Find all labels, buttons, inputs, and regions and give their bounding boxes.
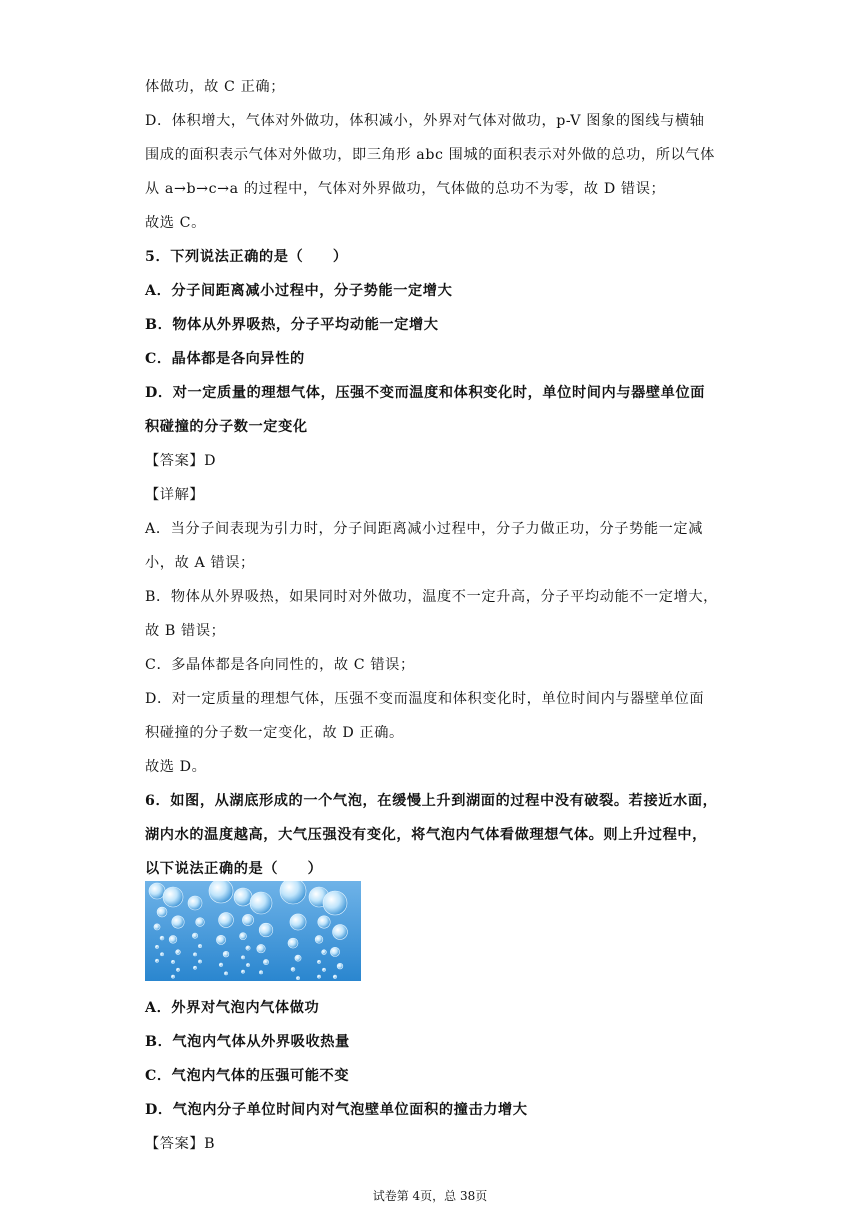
bubble xyxy=(219,963,223,967)
bubble xyxy=(198,944,201,947)
bubble xyxy=(330,947,339,956)
question-6-stem: 湖内水的温度越高，大气压强没有变化，将气泡内气体看做理想气体。则上升过程中， xyxy=(145,827,707,843)
bubble xyxy=(337,963,343,969)
bubble xyxy=(176,968,179,971)
bubble xyxy=(160,953,163,956)
option-a: A．分子间距离减小过程中，分子势能一定增大 xyxy=(145,283,453,299)
text-line: 积碰撞的分子数一定变化，故 D 正确。 xyxy=(145,725,404,741)
bubble xyxy=(193,953,196,956)
bubble xyxy=(323,891,347,915)
bubble xyxy=(149,883,165,899)
bubble xyxy=(171,975,174,978)
bubble xyxy=(160,936,164,940)
bubble xyxy=(196,918,205,927)
question-5-stem: 5．下列说法正确的是（ ） xyxy=(145,249,348,265)
option-d: D．对一定质量的理想气体，压强不变而温度和体积变化时，单位时间内与器壁单位面 xyxy=(145,385,706,401)
bubble xyxy=(155,959,158,962)
bubble xyxy=(259,971,262,974)
bubbles-illustration xyxy=(145,881,361,981)
option-b: B．物体从外界吸热，分子平均动能一定增大 xyxy=(145,317,439,333)
bubble xyxy=(246,963,249,966)
option-d: D．气泡内分子单位时间内对气泡壁单位面积的撞击力增大 xyxy=(145,1102,528,1118)
bubble xyxy=(171,960,174,963)
question-6-stem: 以下说法正确的是（ ） xyxy=(145,861,323,877)
bubble xyxy=(317,960,320,963)
page-footer: 试卷第 4页，总 38页 xyxy=(372,1189,488,1203)
bubble xyxy=(223,951,229,957)
option-b: B．气泡内气体从外界吸收热量 xyxy=(145,1034,350,1050)
bubbles-image xyxy=(145,881,361,981)
question-6-stem: 6．如图，从湖底形成的一个气泡，在缓慢上升到湖面的过程中没有破裂。若接近水面， xyxy=(145,793,718,809)
bubble xyxy=(333,975,337,979)
bubble xyxy=(291,967,295,971)
option-c: C．晶体都是各向异性的 xyxy=(145,351,305,367)
bubble xyxy=(288,938,298,948)
bubble xyxy=(209,881,233,903)
bubble xyxy=(315,936,323,944)
option-a: A．外界对气泡内气体做功 xyxy=(145,1000,320,1016)
bubble xyxy=(219,913,234,928)
bubble xyxy=(193,966,196,969)
bubble xyxy=(234,888,252,906)
text-line: 故选 C。 xyxy=(145,215,206,231)
bubble xyxy=(216,935,225,944)
answer: 【答案】D xyxy=(145,453,217,469)
option-d: 积碰撞的分子数一定变化 xyxy=(145,419,308,435)
bubble xyxy=(155,945,158,948)
bubble xyxy=(163,887,183,907)
bubble xyxy=(188,896,202,910)
text-line: 故 B 错误； xyxy=(145,623,226,639)
bubble xyxy=(241,956,244,959)
bubble xyxy=(322,950,327,955)
bubble xyxy=(333,925,348,940)
bubble xyxy=(290,914,306,930)
bubble xyxy=(242,914,253,925)
text-line: 围成的面积表示气体对外做功，即三角形 abc 围城的面积表示对外做的总功，所以气体 xyxy=(145,147,715,163)
bubble xyxy=(296,977,299,980)
bubble xyxy=(250,892,272,914)
text-line: D．对一定质量的理想气体，压强不变而温度和体积变化时，单位时间内与器壁单位面 xyxy=(145,691,705,707)
text-line: A．当分子间表现为引力时，分子间距离减小过程中，分子力做正功，分子势能一定减 xyxy=(145,521,703,537)
bubble xyxy=(295,955,301,961)
bubble xyxy=(154,924,160,930)
bubble xyxy=(280,881,306,904)
bubble xyxy=(192,933,197,938)
text-line: 故选 D。 xyxy=(145,759,207,775)
bubble xyxy=(263,959,268,964)
bubble xyxy=(246,946,250,950)
option-c: C．气泡内气体的压强可能不变 xyxy=(145,1068,350,1084)
bubble xyxy=(318,916,330,928)
bubble xyxy=(257,944,265,952)
text-line: D．体积增大，气体对外做功，体积减小，外界对气体对做功，p-V 图象的图线与横轴 xyxy=(145,113,705,129)
bubble xyxy=(240,933,247,940)
text-line: 从 a→b→c→a 的过程中，气体对外界做功，气体做的总功不为零，故 D 错误； xyxy=(145,181,666,197)
bubble xyxy=(172,916,184,928)
answer: 【答案】B xyxy=(145,1136,216,1152)
text-line: 小，故 A 错误； xyxy=(145,555,255,571)
text-line: 体做功，故 C 正确； xyxy=(145,79,285,95)
bubble xyxy=(176,950,181,955)
bubble xyxy=(224,972,227,975)
bubble xyxy=(259,923,273,937)
bubble xyxy=(322,968,325,971)
explanation-heading: 【详解】 xyxy=(145,487,205,503)
text-line: C．多晶体都是各向同性的，故 C 错误； xyxy=(145,657,415,673)
bubble xyxy=(198,960,201,963)
bubble xyxy=(157,907,167,917)
bubble xyxy=(317,975,320,978)
bubble xyxy=(169,936,177,944)
text-line: B．物体从外界吸热，如果同时对外做功，温度不一定升高，分子平均动能不一定增大， xyxy=(145,589,718,605)
bubble xyxy=(241,970,244,973)
